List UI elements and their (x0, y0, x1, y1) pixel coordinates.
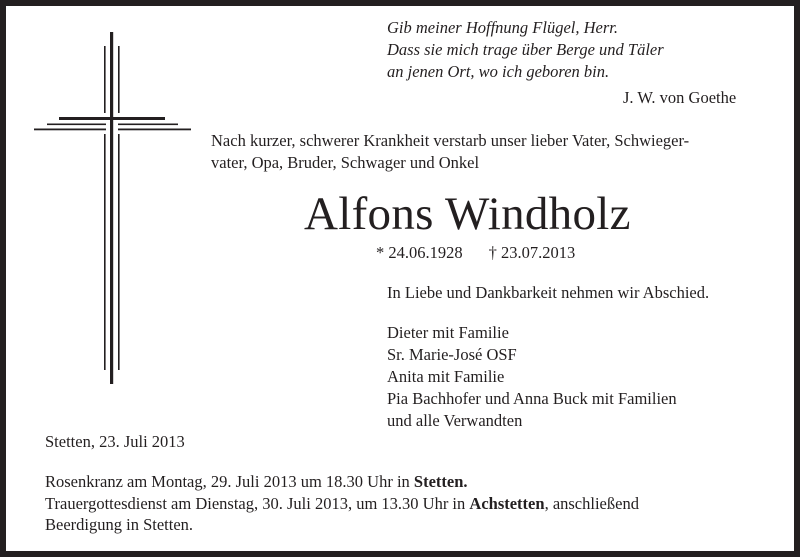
farewell-text: In Liebe und Dankbarkeit nehmen wir Abschied. (387, 283, 710, 302)
intro-line: Nach kurzer, schwerer Krankheit verstarb unser lieber Vater, Schwieger- (211, 131, 690, 150)
mourner-item: Sr. Marie-José OSF (387, 345, 517, 364)
service-location: Achstetten (469, 493, 545, 513)
intro-line: vater, Opa, Bruder, Schwager und Onkel (211, 153, 480, 172)
life-dates (376, 243, 575, 263)
poem-quote (387, 17, 664, 83)
birth-date: * 24.06.1928 (376, 243, 463, 262)
service-line: Trauergottesdienst am Dienstag, 30. Juli 2013, um 13.30 Uhr in Achstetten, anschließend (45, 493, 639, 513)
burial-line: Beerdigung in Stetten. (45, 515, 194, 534)
place-date: Stetten, 23. Juli 2013 (45, 432, 185, 451)
mourner-item: und alle Verwandten (387, 411, 523, 430)
poem-author: J. W. von Goethe (623, 88, 737, 107)
funeral-events (45, 471, 639, 536)
poem-line: Dass sie mich trage über Berge und Täler (387, 40, 664, 59)
deceased-name: Alfons Windholz (304, 188, 631, 240)
mourners-list (387, 322, 677, 432)
death-date: † 23.07.2013 (488, 243, 576, 262)
mourner-item: Dieter mit Familie (387, 323, 509, 342)
poem-line: an jenen Ort, wo ich geboren bin. (387, 62, 610, 81)
mourner-item: Pia Bachhofer und Anna Buck mit Familien (387, 389, 677, 408)
mourner-item: Anita mit Familie (387, 367, 505, 386)
poem-line: Gib meiner Hoffnung Flügel, Herr. (387, 18, 618, 37)
rosary-location: Stetten. (413, 472, 468, 491)
rosary-line: Rosenkranz am Montag, 29. Juli 2013 um 18.30 Uhr in Stetten. (45, 472, 468, 491)
intro-text (211, 130, 689, 174)
